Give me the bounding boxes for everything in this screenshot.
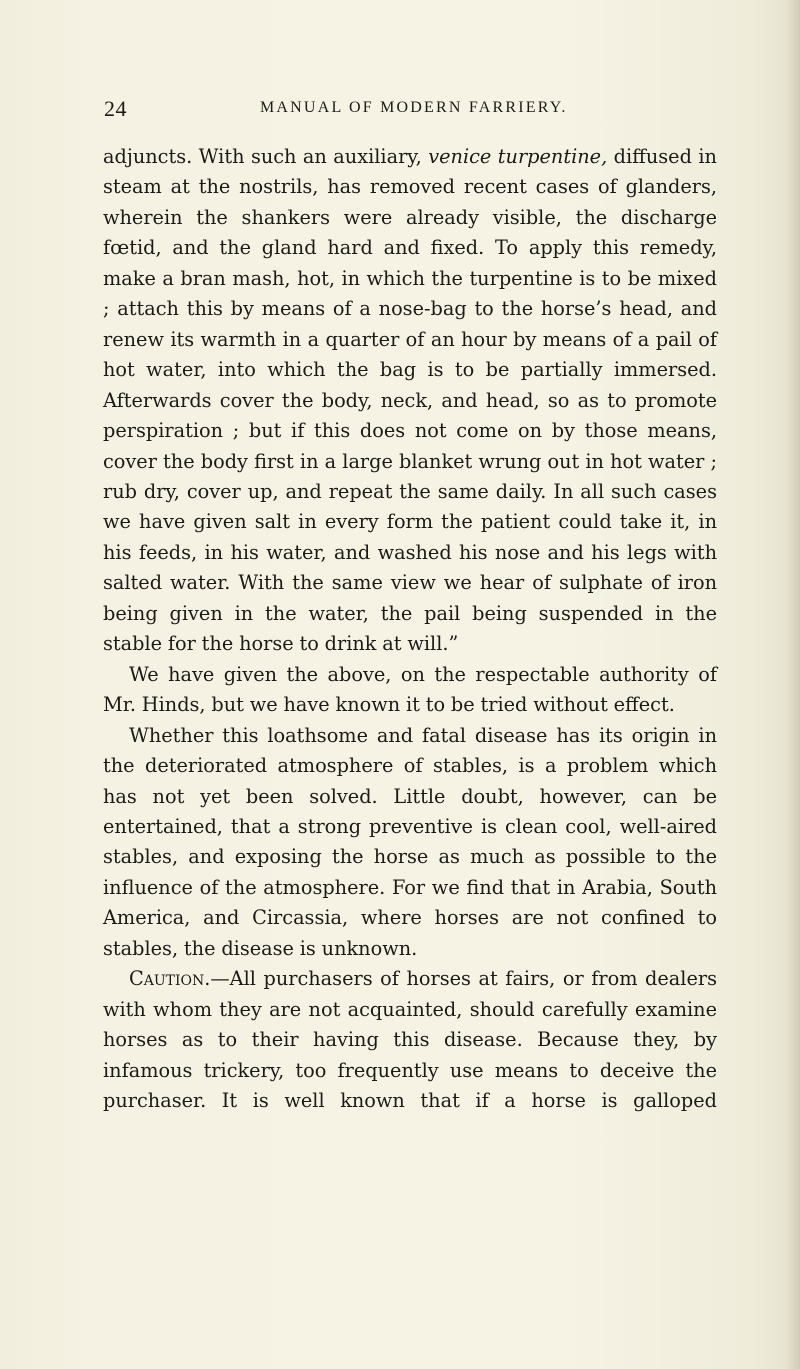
paragraph-1-italic-term: venice turpentine, — [428, 145, 608, 168]
caution-text: —All purchasers of horses at fairs, or from dealers with whom they are not acquainted, should carefully examine horses as to their having this disease. Because they, by infamous trickery, too frequently use means to deceive the purchaser. It is well known that if a horse is galloped — [103, 967, 717, 1113]
caution-lead-in: Caution. — [129, 967, 211, 991]
paragraph-caution — [103, 964, 717, 1116]
paragraph-continuation — [103, 142, 717, 660]
body-text — [103, 142, 717, 1117]
paragraph-1-text-end: diffused in steam at the nostrils, has removed recent cases of glanders, wherein the shankers were already visible, the discharge fœtid, and the gland hard and fixed. To apply this remedy, make a bran mash, hot, in which the turpentine is to be mixed ; attach this by means of a nose-bag to the horse’s head, and renew its warmth in a quarter of an hour by means of a pail of hot water, into which the bag is to be partially immersed. Afterwards cover the body, neck, and head, so as to promote perspiration ; but if this does not come on by those means, cover the body first in a large blanket wrung out in hot water ; rub dry, cover up, and repeat the same daily. In all such cases we have given salt in every form the patient could take it, in his feeds, in his water, and washed his nose and his legs with salted water. With the same view we hear of sulphate of iron being given in the water, the pail being suspended in the stable for the horse to drink at will.” — [103, 145, 717, 656]
page-edge-shadow — [786, 0, 800, 1369]
page-number: 24 — [104, 96, 127, 121]
paragraph-1-text-start: adjuncts. With such an auxiliary, — [103, 145, 429, 168]
paragraph-origin: Whether this loathsome and fatal disease has its origin in the deteriorated atmosphere of stables, is a problem which has not yet been solved. Little doubt, however, can be entertained, that a strong preventive is clean cool, well-aired stables, and exposing the horse as much as possible to the influence of the atmosphere. For we find that in Arabia, South America, and Circassia, where horses are not confined to stables, the disease is unknown. — [103, 723, 717, 960]
running-title: MANUAL OF MODERN FARRIERY. — [260, 99, 568, 116]
paragraph-authority: We have given the above, on the respectable authority of Mr. Hinds, but we have known it to be tried without effect. — [103, 662, 717, 717]
page-header — [104, 96, 714, 122]
